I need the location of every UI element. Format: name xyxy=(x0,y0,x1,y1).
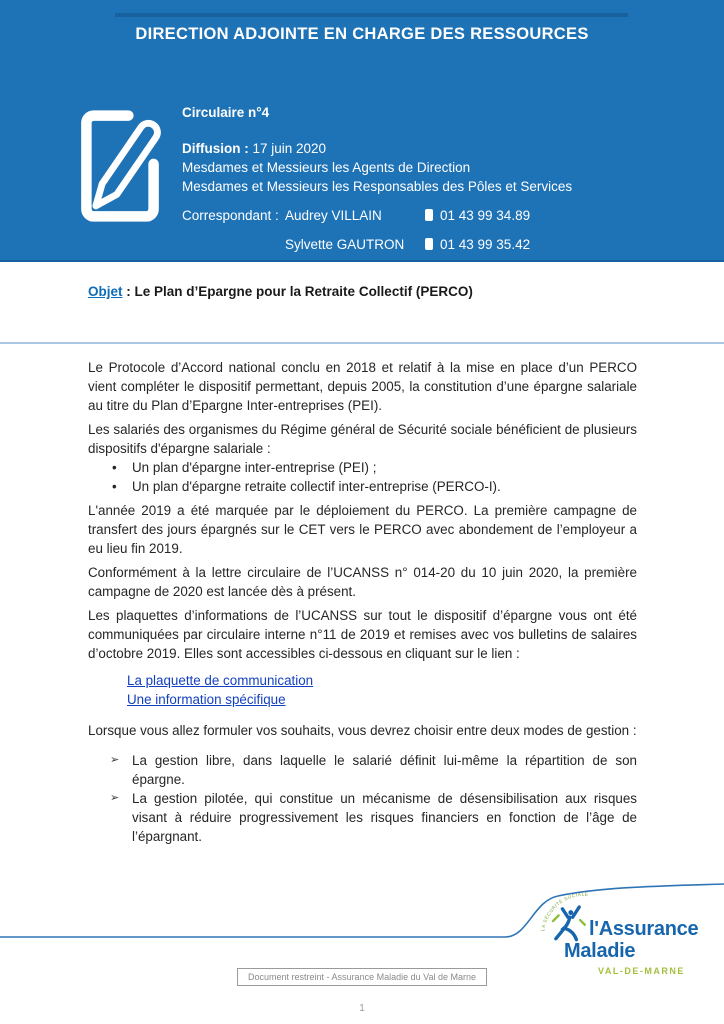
circular-number: Circulaire n°4 xyxy=(182,105,270,120)
edit-icon xyxy=(78,100,162,232)
header-text-block xyxy=(182,100,572,264)
arrow-item: ➢ La gestion libre, dans laquelle le salarié définit lui-même la répartition de son épargne. xyxy=(88,751,637,789)
arrow-list xyxy=(88,751,637,846)
phone-number: 01 43 99 35.42 xyxy=(440,237,531,252)
restricted-notice: Document restreint - Assurance Maladie du Val de Marne xyxy=(237,968,487,986)
body-text xyxy=(88,358,637,846)
correspondent-row xyxy=(182,206,530,235)
paragraph: L'année 2019 a été marquée par le déploiement du PERCO. La première campagne de transfert des jours épargnés sur le CET vers le PERCO avec abondement de l’employeur a eu lieu fin 2019. xyxy=(88,503,637,556)
recipient-line: Mesdames et Messieurs les Responsables des Pôles et Services xyxy=(182,179,573,194)
subject-text: Le Plan d’Epargne pour la Retraite Collectif (PERCO) xyxy=(134,284,473,299)
links-block xyxy=(127,671,637,709)
phone-icon xyxy=(425,238,433,250)
page-number: 1 xyxy=(359,1003,365,1014)
logo-region: VAL-DE-MARNE xyxy=(598,966,685,976)
recipient-line: Mesdames et Messieurs les Agents de Direction xyxy=(182,160,471,175)
logo-brand-line1: l'Assurance xyxy=(589,918,699,940)
link-plaquette-communication[interactable]: La plaquette de communication xyxy=(127,673,314,688)
logo-arc-text: LA SÉCURITÉ SOCIALE xyxy=(540,892,589,932)
correspondent-phone xyxy=(425,235,530,264)
paragraph: Lorsque vous allez formuler vos souhaits, vous devrez choisir entre deux modes de gestion : xyxy=(88,723,637,738)
diffusion-label: Diffusion : xyxy=(182,141,249,156)
correspondent-label: Correspondant : xyxy=(182,208,279,223)
paragraph: Le Protocole d’Accord national conclu en 2018 et relatif à la mise en place d’un PERCO vient compléter le dispositif permettant, depuis 2005, la constitution d’une épargne salariale au titre du Plan d’Epargne Inter-entreprises (PEI). xyxy=(88,360,637,413)
subject-label: Objet xyxy=(88,284,123,299)
phone-icon xyxy=(425,209,433,221)
bullet-item: • Un plan d'épargne inter-entreprise (PEI) ; xyxy=(88,458,637,477)
subject-separator: : xyxy=(122,284,135,299)
assurance-maladie-logo xyxy=(540,890,718,982)
paragraph: Les plaquettes d’informations de l’UCANSS sur tout le dispositif d’épargne vous ont été communiquées par circulaire interne n°11 de 2019 et remises avec vos bulletins de salaires d’octobre 2019. Elles sont accessibles ci-dessous en cliquant sur le lien : xyxy=(88,608,637,661)
paragraph: Conformément à la lettre circulaire de l’UCANSS n° 014-20 du 10 juin 2020, la première campagne de 2020 est lancée dès à présent. xyxy=(88,565,637,599)
arrow-item: ➢ La gestion pilotée, qui constitue un mécanisme de désensibilisation aux risques visant à réduire progressivement les risques financiers en fonction de l’âge de l’épargnant. xyxy=(88,789,637,846)
header-top-stripe xyxy=(115,13,628,17)
header-content xyxy=(78,100,572,264)
correspondent-name: Audrey VILLAIN xyxy=(285,208,382,223)
correspondent-name: Sylvette GAUTRON xyxy=(285,237,405,252)
link-information-specifique[interactable]: Une information spécifique xyxy=(127,692,286,707)
bullet-item: • Un plan d'épargne retraite collectif inter-entreprise (PERCO-I). xyxy=(88,477,637,496)
header-band xyxy=(0,0,724,262)
document-title: DIRECTION ADJOINTE EN CHARGE DES RESSOURCES xyxy=(135,25,589,43)
correspondent-row xyxy=(182,235,530,264)
diffusion-line xyxy=(182,139,572,158)
paragraph: Les salariés des organismes du Régime général de Sécurité sociale bénéficient de plusieurs dispositifs d'épargne salariale : xyxy=(88,422,637,456)
diffusion-date: 17 juin 2020 xyxy=(248,141,327,156)
bullet-list xyxy=(88,458,637,496)
correspondent-phone xyxy=(425,206,530,235)
logo-brand-line2: Maladie xyxy=(564,940,636,962)
phone-number: 01 43 99 34.89 xyxy=(440,208,531,223)
horizontal-rule xyxy=(0,342,724,344)
subject-line xyxy=(88,284,636,299)
correspondents-table xyxy=(182,206,530,264)
correspondent-label-empty xyxy=(182,235,285,264)
